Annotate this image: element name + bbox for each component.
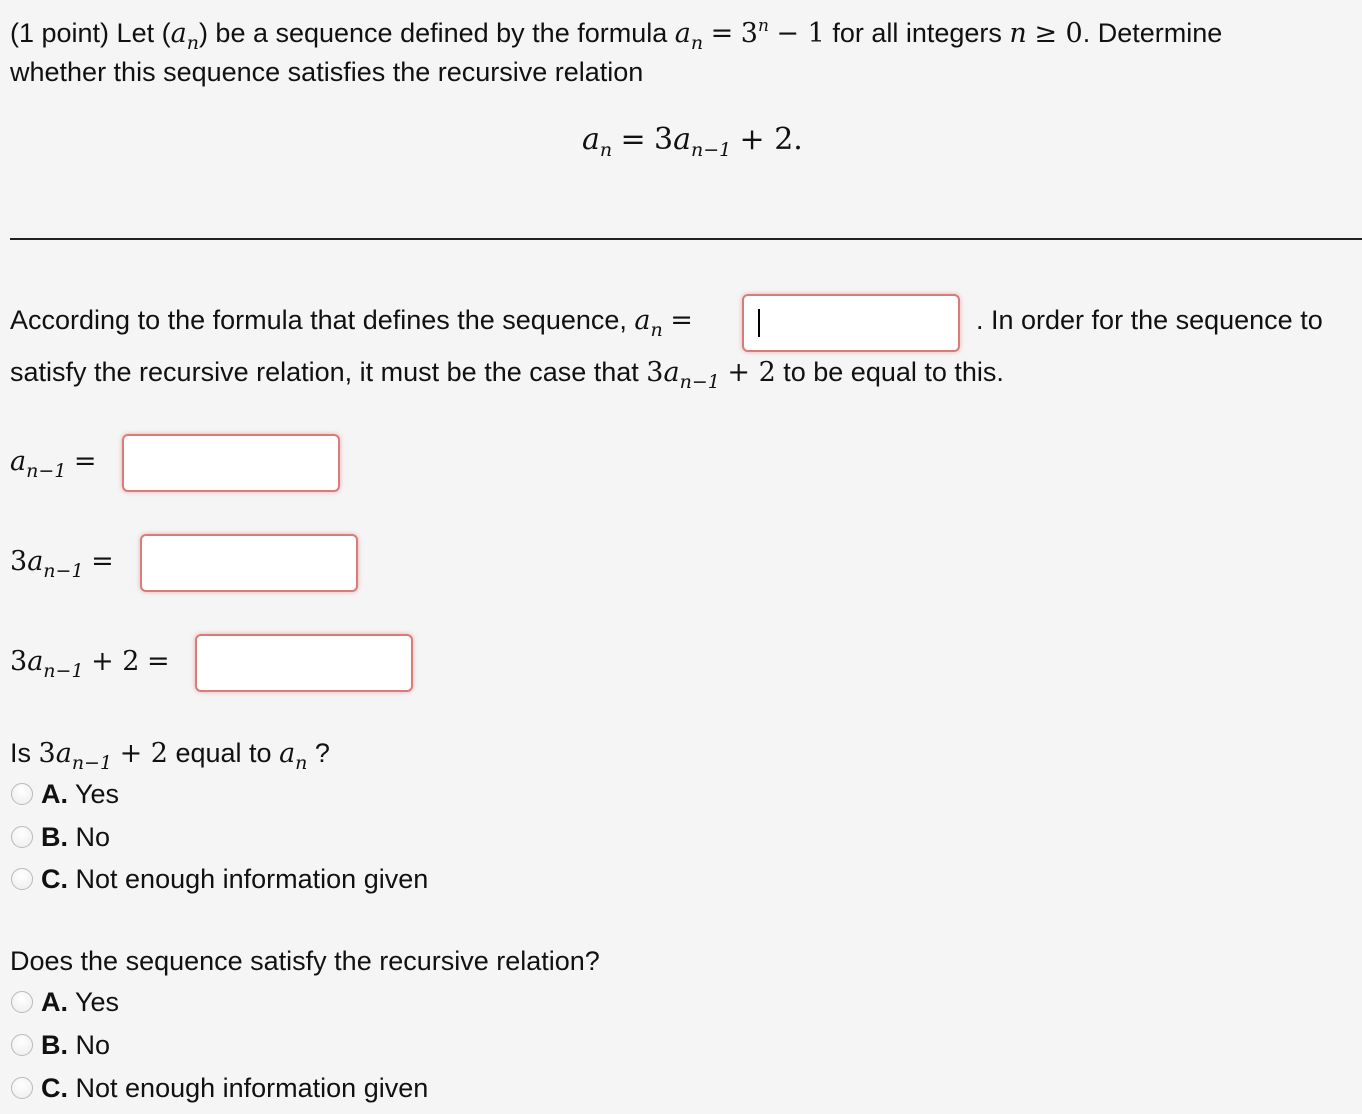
q1-option-c-label[interactable]: C. Not enough information given bbox=[41, 864, 429, 894]
section-divider bbox=[10, 238, 1362, 240]
q1-radio-c[interactable] bbox=[11, 868, 33, 890]
problem-statement-line1: (1 point) Let $(a_n)$ be a sequence defined by the formula $a_n = 3^n - 1$ for all integers n ≥ 0. Determine bbox=[10, 16, 1223, 54]
q2-radio-c[interactable] bbox=[11, 1077, 33, 1099]
problem-statement-line2: whether this sequence satisfies the recursive relation bbox=[10, 57, 644, 87]
q2-option-a-label[interactable]: A. Yes bbox=[41, 987, 120, 1017]
three-anm1-plus2-label: $3a_{n-1} + 2$ = bbox=[10, 646, 170, 682]
problem-text: . Determine bbox=[1082, 18, 1223, 48]
three-anm1-answer-field[interactable] bbox=[140, 534, 358, 592]
formula-prompt-continued: . In order for the sequence to bbox=[976, 305, 1323, 335]
formula-prompt: According to the formula that defines the sequence, $a_n$ = bbox=[10, 305, 693, 341]
q1-radio-a[interactable] bbox=[11, 783, 33, 805]
q2-radio-a[interactable] bbox=[11, 991, 33, 1013]
three-anm1-label: $3a_{n-1}$ = bbox=[10, 546, 114, 582]
q1-option-b-label[interactable]: B. No bbox=[41, 822, 111, 852]
problem-text: ) be a sequence defined by the formula bbox=[198, 18, 675, 48]
question1-prompt: Is $3a_{n-1} + 2$ equal to $a_n$ ? bbox=[10, 738, 330, 774]
anm1-label: $a_{n-1}$ = bbox=[10, 446, 97, 482]
recursive-prompt: satisfy the recursive relation, it must be the case that $3a_{n-1} + 2$ to be equal to this. bbox=[10, 357, 1004, 393]
problem-text: for all integers bbox=[824, 18, 1010, 48]
recursive-relation-equation: $a_n = 3a_{n-1} + 2$. bbox=[582, 122, 803, 161]
q2-radio-b[interactable] bbox=[11, 1034, 33, 1056]
q2-option-b-label[interactable]: B. No bbox=[41, 1030, 111, 1060]
question2-prompt: Does the sequence satisfy the recursive relation? bbox=[10, 946, 600, 976]
anm1-answer-field[interactable] bbox=[122, 434, 340, 492]
three-anm1-plus2-answer-field[interactable] bbox=[195, 634, 413, 692]
q2-option-c-label[interactable]: C. Not enough information given bbox=[41, 1073, 429, 1103]
q1-option-a-label[interactable]: A. Yes bbox=[41, 779, 120, 809]
an-answer-field[interactable] bbox=[742, 294, 960, 352]
text-cursor bbox=[758, 309, 760, 337]
problem-text: (1 point) Let ( bbox=[10, 18, 171, 48]
q1-radio-b[interactable] bbox=[11, 826, 33, 848]
